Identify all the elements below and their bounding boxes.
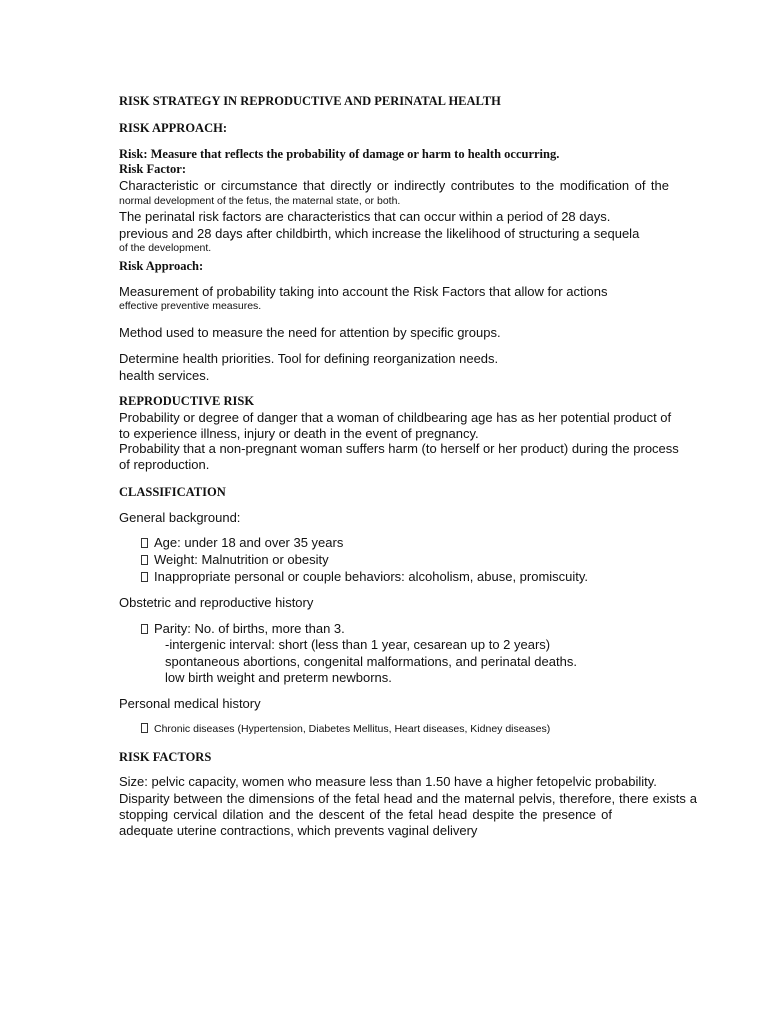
heading-risk-approach: RISK APPROACH: bbox=[119, 121, 227, 135]
document-title: RISK STRATEGY IN REPRODUCTIVE AND PERINATAL HEALTH bbox=[119, 94, 501, 108]
parity-subline-3: low birth weight and preterm newborns. bbox=[165, 670, 392, 685]
reproductive-risk-line-3: Probability that a non-pregnant woman suffers harm (to herself or her product) during the process bbox=[119, 441, 679, 456]
heading-risk-factors: RISK FACTORS bbox=[119, 750, 212, 764]
size-text-line-1: Size: pelvic capacity, women who measure less than 1.50 have a higher fetopelvic probability. bbox=[119, 774, 657, 789]
list-item-text: Age: under 18 and over 35 years bbox=[154, 535, 344, 550]
parity-subline-1: -intergenic interval: short (less than 1 year, cesarean up to 2 years) bbox=[165, 637, 551, 652]
list-item-text: Parity: No. of births, more than 3. bbox=[154, 621, 345, 636]
list-item bbox=[141, 535, 343, 551]
list-item-text: Weight: Malnutrition or obesity bbox=[154, 552, 329, 567]
priorities-text-line-2: health services. bbox=[119, 368, 210, 383]
list-item bbox=[141, 552, 329, 568]
general-background-label: General background: bbox=[119, 510, 241, 525]
checkbox-bullet-icon bbox=[141, 538, 148, 548]
reproductive-risk-line-4: of reproduction. bbox=[119, 457, 210, 472]
personal-medical-history-label: Personal medical history bbox=[119, 696, 261, 711]
checkbox-bullet-icon bbox=[141, 723, 148, 733]
heading-reproductive-risk: REPRODUCTIVE RISK bbox=[119, 394, 255, 408]
list-item-text: Inappropriate personal or couple behaviors: alcoholism, abuse, promiscuity. bbox=[154, 569, 589, 584]
checkbox-bullet-icon bbox=[141, 572, 148, 582]
list-item bbox=[141, 723, 550, 736]
size-text-line-3: stopping cervical dilation and the descent of the fetal head despite the presence of bbox=[119, 807, 612, 822]
risk-approach-text-line-2: effective preventive measures. bbox=[119, 300, 262, 312]
checkbox-bullet-icon bbox=[141, 624, 148, 634]
risk-factor-text-line-1: Characteristic or circumstance that directly or indirectly contributes to the modification of the bbox=[119, 178, 669, 193]
heading-risk-factor: Risk Factor: bbox=[119, 162, 186, 176]
list-item bbox=[141, 569, 588, 585]
list-item bbox=[141, 621, 345, 637]
parity-subline-2: spontaneous abortions, congenital malformations, and perinatal deaths. bbox=[165, 654, 577, 669]
perinatal-text-line-2: previous and 28 days after childbirth, which increase the likelihood of structuring a sequela bbox=[119, 226, 640, 241]
perinatal-text-line-1: The perinatal risk factors are characteristics that can occur within a period of 28 days. bbox=[119, 209, 611, 224]
obstetric-history-label: Obstetric and reproductive history bbox=[119, 595, 314, 610]
risk-approach-text-line-1: Measurement of probability taking into account the Risk Factors that allow for actions bbox=[119, 284, 608, 299]
perinatal-text-line-3: of the development. bbox=[119, 242, 212, 254]
checkbox-bullet-icon bbox=[141, 555, 148, 565]
reproductive-risk-line-1: Probability or degree of danger that a woman of childbearing age has as her potential product of bbox=[119, 410, 672, 425]
risk-factor-text-line-2: normal development of the fetus, the maternal state, or both. bbox=[119, 195, 401, 207]
heading-classification: CLASSIFICATION bbox=[119, 485, 226, 499]
list-item-text: Chronic diseases (Hypertension, Diabetes Mellitus, Heart diseases, Kidney diseases) bbox=[154, 723, 551, 735]
size-text-line-4: adequate uterine contractions, which prevents vaginal delivery bbox=[119, 823, 478, 838]
size-text-line-2: Disparity between the dimensions of the fetal head and the maternal pelvis, therefore, there exists a bbox=[119, 791, 697, 806]
risk-definition: Risk: Measure that reflects the probability of damage or harm to health occurring. bbox=[119, 147, 560, 161]
priorities-text-line-1: Determine health priorities. Tool for defining reorganization needs. bbox=[119, 351, 499, 366]
reproductive-risk-line-2: to experience illness, injury or death in the event of pregnancy. bbox=[119, 426, 479, 441]
method-text: Method used to measure the need for attention by specific groups. bbox=[119, 325, 501, 340]
heading-risk-approach-2: Risk Approach: bbox=[119, 259, 204, 273]
